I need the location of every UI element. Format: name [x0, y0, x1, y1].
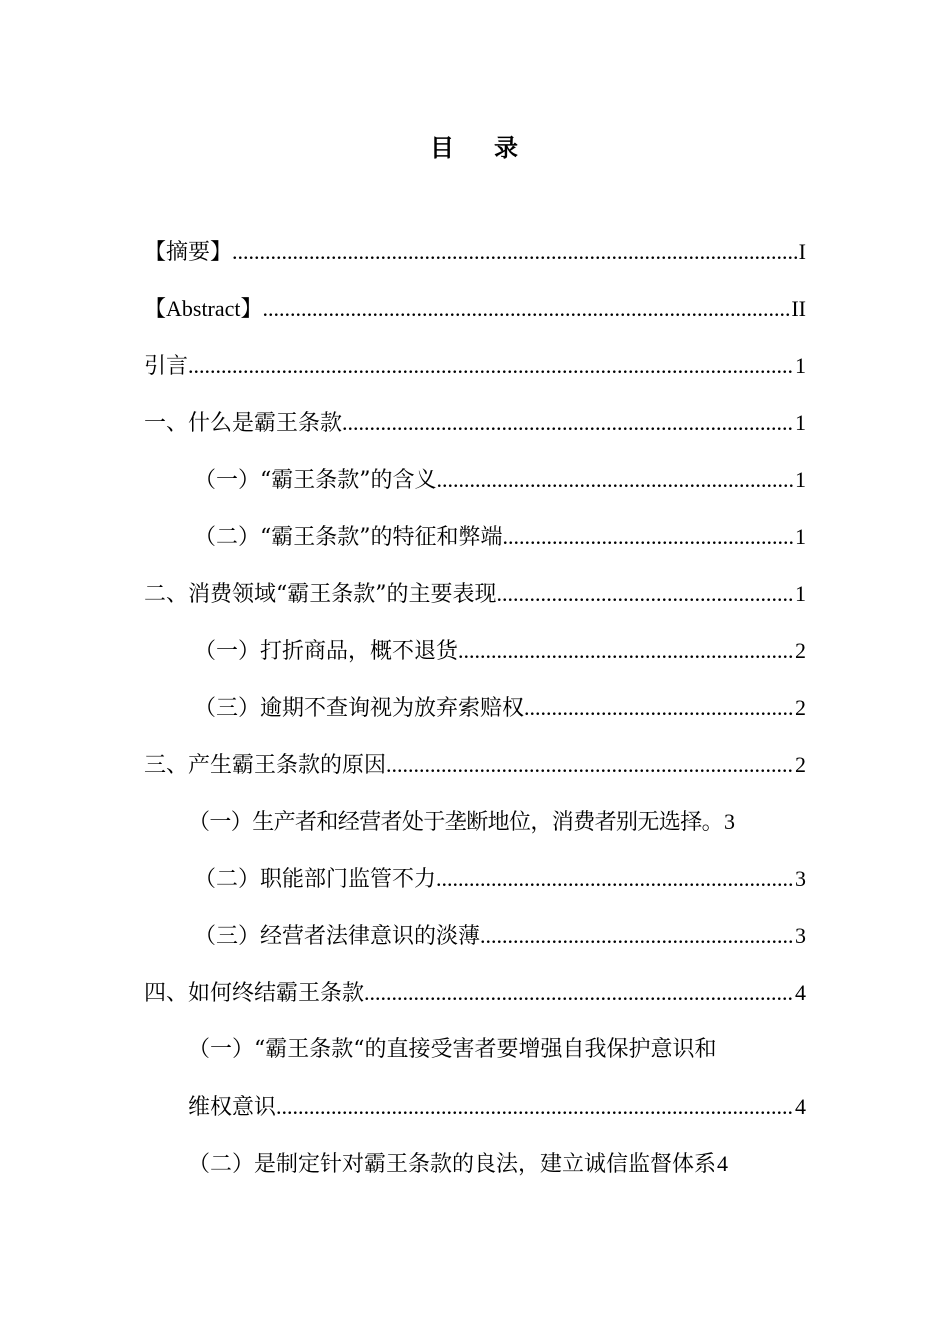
toc-entry-label: 四、如何终结霸王条款: [144, 981, 365, 1006]
toc-leader-dots: [497, 565, 795, 622]
toc-page-number: I: [798, 239, 806, 264]
toc-entry-label: 引言: [144, 354, 189, 379]
toc-entry-label: （一）“霸王条款“的直接受害者要增强自我保护意识和: [188, 1037, 717, 1062]
toc-entry-section-3-3[interactable]: [144, 907, 806, 964]
toc-entry-section-2-1[interactable]: [144, 622, 806, 679]
toc-leader-dots: [263, 280, 791, 337]
toc-page-number: 4: [717, 1151, 729, 1176]
toc-entry-label: （一）“霸王条款”的含义: [194, 468, 437, 493]
toc-entry-abstract-cn[interactable]: [144, 223, 806, 280]
table-of-contents: [144, 223, 806, 1192]
toc-entry-section-3-1[interactable]: [144, 793, 806, 850]
toc-page-number: 2: [795, 638, 806, 663]
toc-leader-dots: [480, 907, 794, 964]
toc-title: [0, 128, 950, 168]
toc-leader-dots: [342, 394, 794, 451]
toc-page-number: 4: [795, 980, 806, 1005]
toc-entry-section-2-3[interactable]: [144, 679, 806, 736]
toc-leader-dots: [364, 964, 794, 1021]
toc-entry-label: 三、产生霸王条款的原因: [144, 753, 387, 778]
toc-entry-abstract-en[interactable]: [144, 280, 806, 337]
toc-entry-section-4-1-continued[interactable]: [144, 1078, 806, 1135]
toc-page-number: 2: [795, 752, 806, 777]
toc-title-right: 录: [494, 133, 520, 162]
toc-entry-section-1-2[interactable]: [144, 508, 806, 565]
toc-entry-section-2[interactable]: [144, 565, 806, 622]
toc-page-number: 1: [795, 467, 806, 492]
toc-page-number: 1: [795, 524, 806, 549]
toc-entry-label: （三）经营者法律意识的淡薄: [194, 924, 481, 949]
toc-page-number: 1: [795, 410, 806, 435]
toc-entry-label: （一）打折商品，概不退货: [194, 639, 459, 664]
toc-entry-section-1-1[interactable]: [144, 451, 806, 508]
toc-entry-label: 【摘要】: [144, 240, 233, 265]
toc-page-number: 3: [795, 866, 806, 891]
toc-leader-dots: [188, 337, 794, 394]
toc-page-number: II: [791, 296, 806, 321]
toc-leader-dots: [458, 622, 794, 679]
toc-entry-section-3-2[interactable]: [144, 850, 806, 907]
toc-page-number: 2: [795, 695, 806, 720]
toc-entry-section-1[interactable]: [144, 394, 806, 451]
toc-page-number: 3: [795, 923, 806, 948]
toc-leader-dots: [524, 679, 794, 736]
toc-entry-label: 【Abstract】: [144, 296, 263, 321]
toc-entry-label: （三）逾期不查询视为放弃索赔权: [194, 696, 525, 721]
toc-page-number: 4: [795, 1094, 806, 1119]
toc-leader-dots: [386, 736, 794, 793]
toc-entry-label: （二）“霸王条款”的特征和弊端: [194, 525, 503, 550]
toc-leader-dots: [276, 1078, 794, 1135]
toc-leader-dots: [503, 508, 795, 565]
toc-page-number: 1: [795, 581, 806, 606]
toc-entry-section-4-2[interactable]: [144, 1135, 806, 1192]
toc-entry-section-4-1[interactable]: [144, 1021, 806, 1078]
toc-entry-label: （二）职能部门监管不力: [194, 867, 437, 892]
toc-entry-label: （一）生产者和经营者处于垄断地位，消费者别无选择。: [188, 810, 724, 835]
toc-leader-dots: [436, 850, 794, 907]
toc-page-number: 3: [724, 809, 736, 834]
toc-entry-section-3[interactable]: [144, 736, 806, 793]
toc-entry-label: 二、消费领域“霸王条款”的主要表现: [144, 582, 497, 607]
toc-entry-label: 维权意识: [188, 1095, 277, 1120]
toc-leader-dots: [232, 223, 798, 280]
toc-entry-label: （二）是制定针对霸王条款的良法，建立诚信监督体系: [188, 1152, 717, 1177]
toc-entry-label: 一、什么是霸王条款: [144, 411, 343, 436]
toc-entry-section-4[interactable]: [144, 964, 806, 1021]
toc-title-left: 目: [430, 133, 456, 162]
toc-entry-introduction[interactable]: [144, 337, 806, 394]
toc-leader-dots: [437, 451, 795, 508]
toc-page-number: 1: [795, 353, 806, 378]
